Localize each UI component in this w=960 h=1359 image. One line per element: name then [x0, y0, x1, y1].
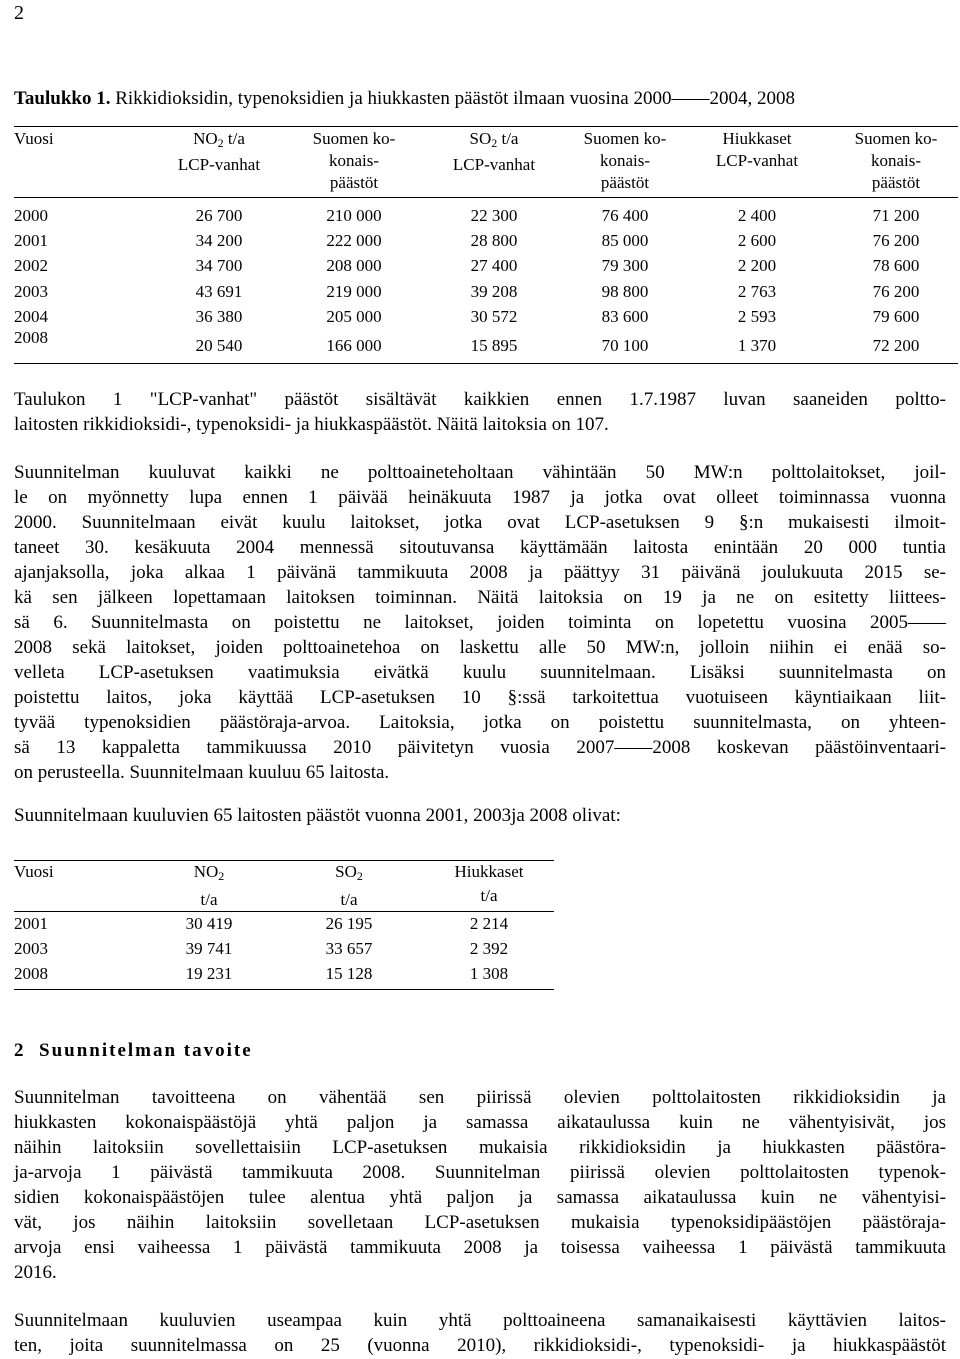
table-cell: 28 800 [470, 231, 518, 250]
table-cell: 2002 [14, 256, 48, 275]
table1-caption-text: Rikkidioksidin, typenoksidien ja hiukkasten päästöt ilmaan vuosina 2000——2004, 2008 [115, 88, 795, 109]
table-cell: 26 195 [325, 914, 373, 933]
table-cell: 1 308 [469, 964, 509, 983]
paragraph-lcp-note [14, 387, 946, 437]
table-cell: 2003 [14, 939, 48, 958]
table-cell: 2 600 [737, 231, 777, 250]
table-cell: 210 000 [326, 206, 382, 225]
table-cell: 222 000 [326, 231, 382, 250]
table-cell: 1 370 [737, 336, 777, 355]
paragraph-multifuel [14, 1308, 946, 1358]
text-line: ajanjaksolla, joka alkaa 1 päivänä tammikuuta 2008 ja päättyy 31 päivänä joulukuuta 2015 se- [14, 562, 946, 583]
paragraph-objective [14, 1085, 946, 1285]
text-line: 2016. [14, 1262, 57, 1283]
text-line: arvoja ensi vaiheessa 1 päivästä tammikuuta 2008 ja toisessa vaiheessa 1 päivästä tammikuuta [14, 1237, 946, 1258]
section-title: Suunnitelman tavoite [39, 1040, 253, 1061]
table-cell: 166 000 [326, 336, 382, 355]
table2-header-rule [14, 911, 554, 912]
table1-header-fin-dust: Suomen ko- konais- päästöt [854, 129, 938, 192]
table-cell: 36 380 [195, 307, 243, 326]
table-cell: 2008 [14, 328, 48, 347]
text-line: sidien kokonaispäästöjen tulee alentua yhtä paljon ja samassa aikataulussa kuin ne vähentyisi- [14, 1187, 946, 1208]
table-cell: 2008 [14, 964, 48, 983]
table1-header-year: Vuosi [14, 129, 54, 148]
table-cell: 2 400 [737, 206, 777, 225]
table1-caption [14, 88, 795, 110]
table-cell: 33 657 [325, 939, 373, 958]
table2-header-no2: $NO_2$ t/a [193, 862, 225, 909]
table2-bottom-rule [14, 989, 554, 990]
table-cell: 85 000 [601, 231, 649, 250]
table2-header-dust: Hiukkaset t/a [454, 862, 524, 905]
text-line: vät, jos näihin laitoksiin sovelletaan LCP-asetuksen mukaisia typenoksidipäästöjen päästöraja- [14, 1212, 946, 1233]
text-line: 2008 sekä laitokset, joiden polttoainetehoa on laskettu alle 50 MW:n, jolloin niihin ei enää so- [14, 637, 946, 658]
table1-header-fin-nox: Suomen ko- konais- päästöt [312, 129, 396, 192]
text-line: le on myönnetty lupa ennen 1 päivää heinäkuuta 1987 ja jotka ovat olleet toiminnassa vuonna [14, 487, 946, 508]
table1-top-rule [14, 126, 958, 127]
table-row [14, 231, 958, 256]
table-cell: 79 600 [872, 307, 920, 326]
table-cell: 72 200 [872, 336, 920, 355]
table-cell: 26 700 [195, 206, 243, 225]
table-cell: 208 000 [326, 256, 382, 275]
table-row [14, 307, 958, 332]
table-cell: 98 800 [601, 282, 649, 301]
table-cell: 70 100 [601, 336, 649, 355]
text-line: sä 13 kappaletta tammikuussa 2010 päivitetyn vuosia 2007——2008 koskevan päästöinventaari- [14, 737, 946, 758]
table-cell: 2 214 [469, 914, 509, 933]
table-cell: 2001 [14, 231, 48, 250]
table-cell: 2000 [14, 206, 48, 225]
table1-caption-label: Taulukko 1. [14, 88, 111, 109]
section-number: 2 [14, 1040, 26, 1061]
table-cell: 30 572 [470, 307, 518, 326]
text-line: Suunnitelman kuuluvat kaikki ne polttoaineteholtaan vähintään 50 MW:n polttolaitokset, joil- [14, 462, 946, 483]
table-cell: 79 300 [601, 256, 649, 275]
text-line: Suunnitelmaan kuuluvien useampaa kuin yhtä polttoaineena samanaikaisesti käyttävien laitos- [14, 1310, 946, 1331]
text-line: sä 6. Suunnitelmasta on poistettu ne laitokset, joiden toiminta on lopetettu vuosina 2005—— [14, 612, 946, 633]
table-cell: 83 600 [601, 307, 649, 326]
table-cell: 43 691 [195, 282, 243, 301]
section-heading [14, 1040, 253, 1062]
table-cell: 22 300 [470, 206, 518, 225]
table-cell: 2 392 [469, 939, 509, 958]
table-cell: 15 895 [470, 336, 518, 355]
table-cell: 34 700 [195, 256, 243, 275]
table-cell: 76 200 [872, 231, 920, 250]
table1-header-so2: $SO_2$ t/a LCP-vanhat [452, 129, 536, 174]
table-row [14, 964, 554, 989]
text-line: poistettu laitos, joka käyttää LCP-asetuksen 10 §:ssä tarkoitettua vuotuiseen käyntiaikaan liit- [14, 687, 946, 708]
table-cell: 39 208 [470, 282, 518, 301]
table1-header-fin-so2: Suomen ko- konais- päästöt [583, 129, 667, 192]
text-line: ja-arvoja 1 päivästä tammikuuta 2008. Suunnitelman piirissä olevien polttolaitosten typenok- [14, 1162, 946, 1183]
table-row [14, 206, 958, 231]
table-row [14, 256, 958, 281]
text-line: kä sen jälkeen lopettamaan laitoksen toiminnan. Näitä laitoksia on 19 ja ne on esitetty liittees- [14, 587, 946, 608]
table2-header-year: Vuosi [14, 862, 54, 881]
table-cell: 2 763 [737, 282, 777, 301]
text-line: Suunnitelman tavoitteena on vähentää sen piirissä olevien polttolaitosten rikkidioksidin ja [14, 1087, 946, 1108]
table-cell: 20 540 [195, 336, 243, 355]
table-cell: 2 593 [737, 307, 777, 326]
page-number: 2 [14, 2, 24, 24]
table-row [14, 282, 958, 307]
table-cell: 76 200 [872, 282, 920, 301]
table-cell: 19 231 [185, 964, 233, 983]
paragraph-table2-intro [14, 803, 946, 828]
table-cell: 71 200 [872, 206, 920, 225]
table-cell: 78 600 [872, 256, 920, 275]
paragraph-scope [14, 460, 946, 785]
table-cell: 2003 [14, 282, 48, 301]
table-row [14, 939, 554, 964]
table-cell: 30 419 [185, 914, 233, 933]
text-line: taneet 30. kesäkuuta 2004 mennessä sitoutuvansa käyttämään laitosta enintään 20 000 tuntia [14, 537, 946, 558]
table1-header-dust: Hiukkaset LCP-vanhat [715, 129, 799, 170]
text-line: Suunnitelmaan kuuluvien 65 laitosten päästöt vuonna 2001, 2003ja 2008 olivat: [14, 805, 621, 826]
table-cell: 76 400 [601, 206, 649, 225]
text-line: laitosten rikkidioksidi-, typenoksidi- ja hiukkaspäästöt. Näitä laitoksia on 107. [14, 414, 609, 435]
table-row [14, 914, 554, 939]
table-cell: 39 741 [185, 939, 233, 958]
text-line: näihin laitoksiin sovellettaisiin LCP-asetuksen mukaisia rikkidioksidin ja hiukkasten päästöra- [14, 1137, 946, 1158]
table-cell: 2 200 [737, 256, 777, 275]
text-line: 2000. Suunnitelmaan eivät kuulu laitokset, jotka ovat LCP-asetuksen 9 §:n mukaisesti ilmoit- [14, 512, 946, 533]
text-line: tyvää typenoksidien päästöraja-arvoa. Laitoksia, jotka on poistettu suunnitelmasta, on yhteen- [14, 712, 946, 733]
text-line: hiukkasten kokonaispäästöjä yhtä paljon ja samassa aikataulussa kuin ne vähentyisivät, jos [14, 1112, 946, 1133]
table-row [14, 328, 958, 361]
table-cell: 2001 [14, 914, 48, 933]
table-cell: 34 200 [195, 231, 243, 250]
text-line: ten, joita suunnitelmassa on 25 (vuonna 2010), rikkidioksidi-, typenoksidi- ja hiukkaspäästöt [14, 1335, 946, 1356]
table-cell: 2004 [14, 307, 48, 326]
table-cell: 27 400 [470, 256, 518, 275]
table-cell: 219 000 [326, 282, 382, 301]
text-line: velleta LCP-asetuksen vaatimuksia eivätkä kuulu suunnitelmaan. Lisäksi suunnitelmasta on [14, 662, 946, 683]
table1-bottom-rule [14, 363, 958, 364]
text-line: on perusteella. Suunnitelmaan kuuluu 65 laitosta. [14, 762, 390, 783]
table1-header-no2: $NO_2$ t/a LCP-vanhat [177, 129, 261, 174]
table1-header-rule [14, 197, 958, 198]
text-line: Taulukon 1 "LCP-vanhat" päästöt sisältävät kaikkien ennen 1.7.1987 luvan saaneiden poltto- [14, 389, 946, 410]
table-cell: 205 000 [326, 307, 382, 326]
table-cell: 15 128 [325, 964, 373, 983]
table2-header-so2: $SO_2$ t/a [335, 862, 363, 909]
